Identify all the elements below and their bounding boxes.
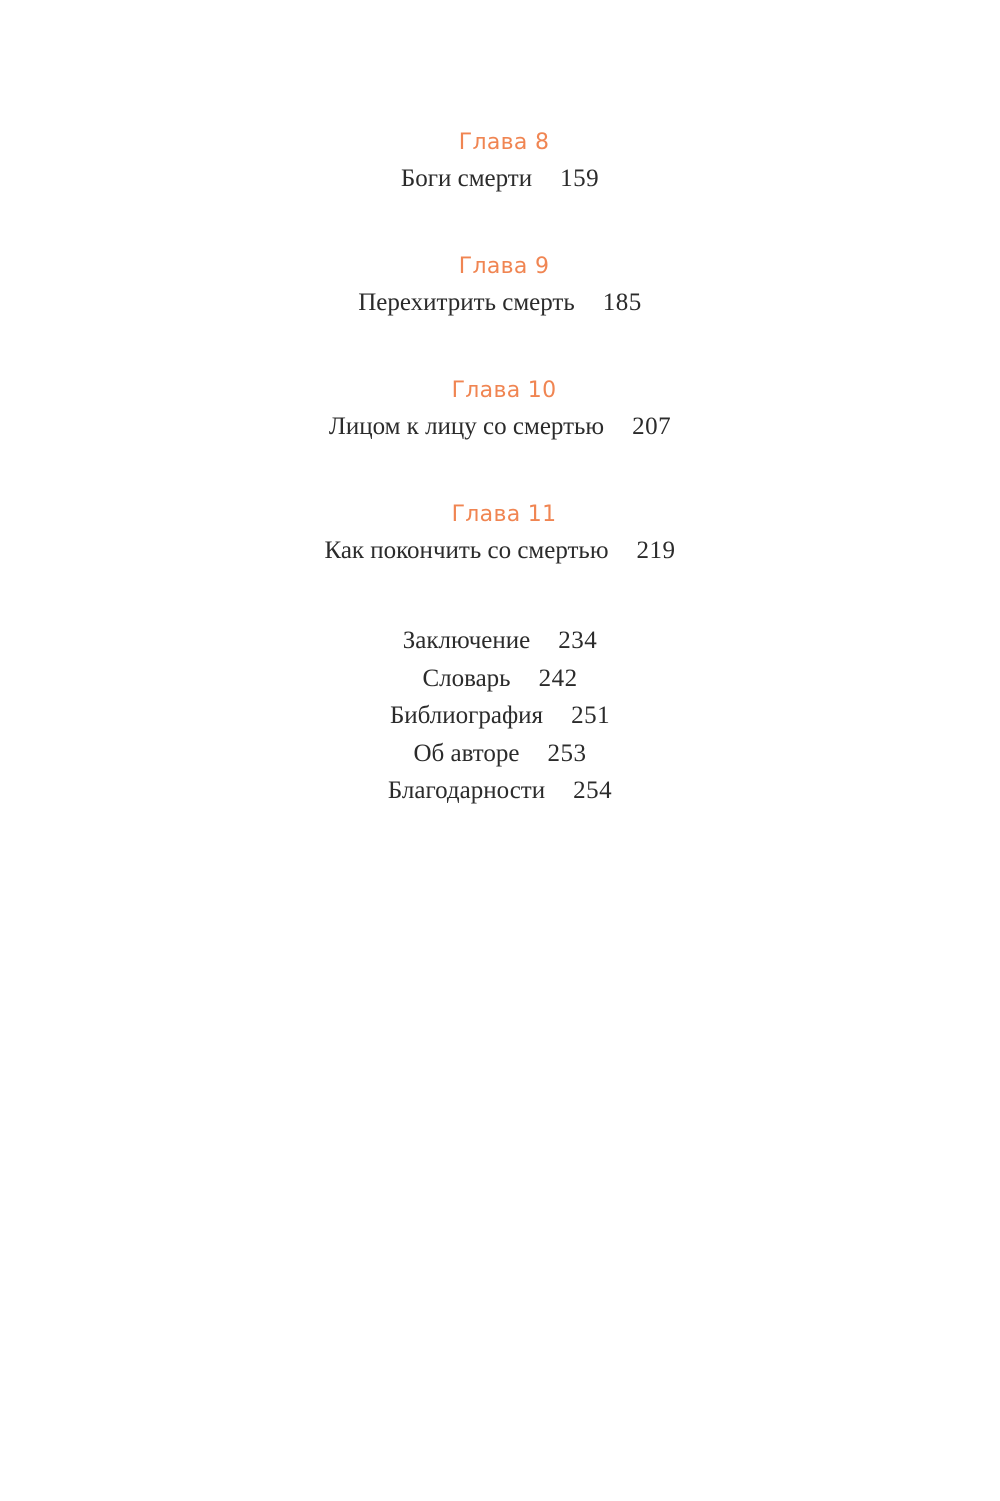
page-number: 219 bbox=[636, 537, 676, 564]
page-number: 242 bbox=[538, 664, 578, 692]
toc-entry-glossary bbox=[0, 660, 1000, 698]
toc-chapter-8 bbox=[0, 126, 1000, 198]
page-number: 185 bbox=[602, 289, 642, 316]
page-number: 207 bbox=[632, 413, 672, 440]
chapter-entry bbox=[0, 284, 1000, 322]
entry-title: Библиография bbox=[389, 702, 544, 729]
chapter-entry bbox=[0, 408, 1000, 446]
chapter-title: Лицом к лицу со смертью bbox=[328, 413, 605, 440]
chapter-entry bbox=[0, 532, 1000, 570]
page-number: 254 bbox=[573, 777, 613, 804]
toc-back-matter bbox=[0, 622, 1000, 810]
chapter-label: Глава 11 bbox=[451, 502, 557, 527]
toc-entry-acknowledgements bbox=[0, 772, 1000, 810]
chapter-entry bbox=[0, 160, 1000, 198]
entry-title: Заключение bbox=[402, 627, 531, 654]
page-number: 234 bbox=[558, 627, 598, 654]
table-of-contents bbox=[0, 126, 1000, 810]
page-number: 253 bbox=[547, 739, 587, 767]
toc-entry-about-author bbox=[0, 735, 1000, 773]
page-number: 159 bbox=[560, 165, 600, 192]
entry-title: Благодарности bbox=[387, 777, 546, 804]
chapter-title: Боги смерти bbox=[400, 165, 533, 192]
chapter-label: Глава 8 bbox=[458, 130, 550, 155]
chapter-title: Перехитрить смерть bbox=[358, 289, 575, 316]
chapter-label: Глава 9 bbox=[458, 254, 550, 279]
entry-title: Словарь bbox=[422, 664, 511, 692]
page-number: 251 bbox=[571, 702, 611, 729]
chapter-title: Как покончить со смертью bbox=[324, 537, 609, 564]
toc-chapter-10 bbox=[0, 374, 1000, 446]
toc-chapter-9 bbox=[0, 250, 1000, 322]
chapter-label: Глава 10 bbox=[451, 378, 557, 403]
toc-entry-bibliography bbox=[0, 697, 1000, 735]
toc-entry-conclusion bbox=[0, 622, 1000, 660]
toc-chapter-11 bbox=[0, 498, 1000, 570]
entry-title: Об авторе bbox=[413, 739, 520, 767]
